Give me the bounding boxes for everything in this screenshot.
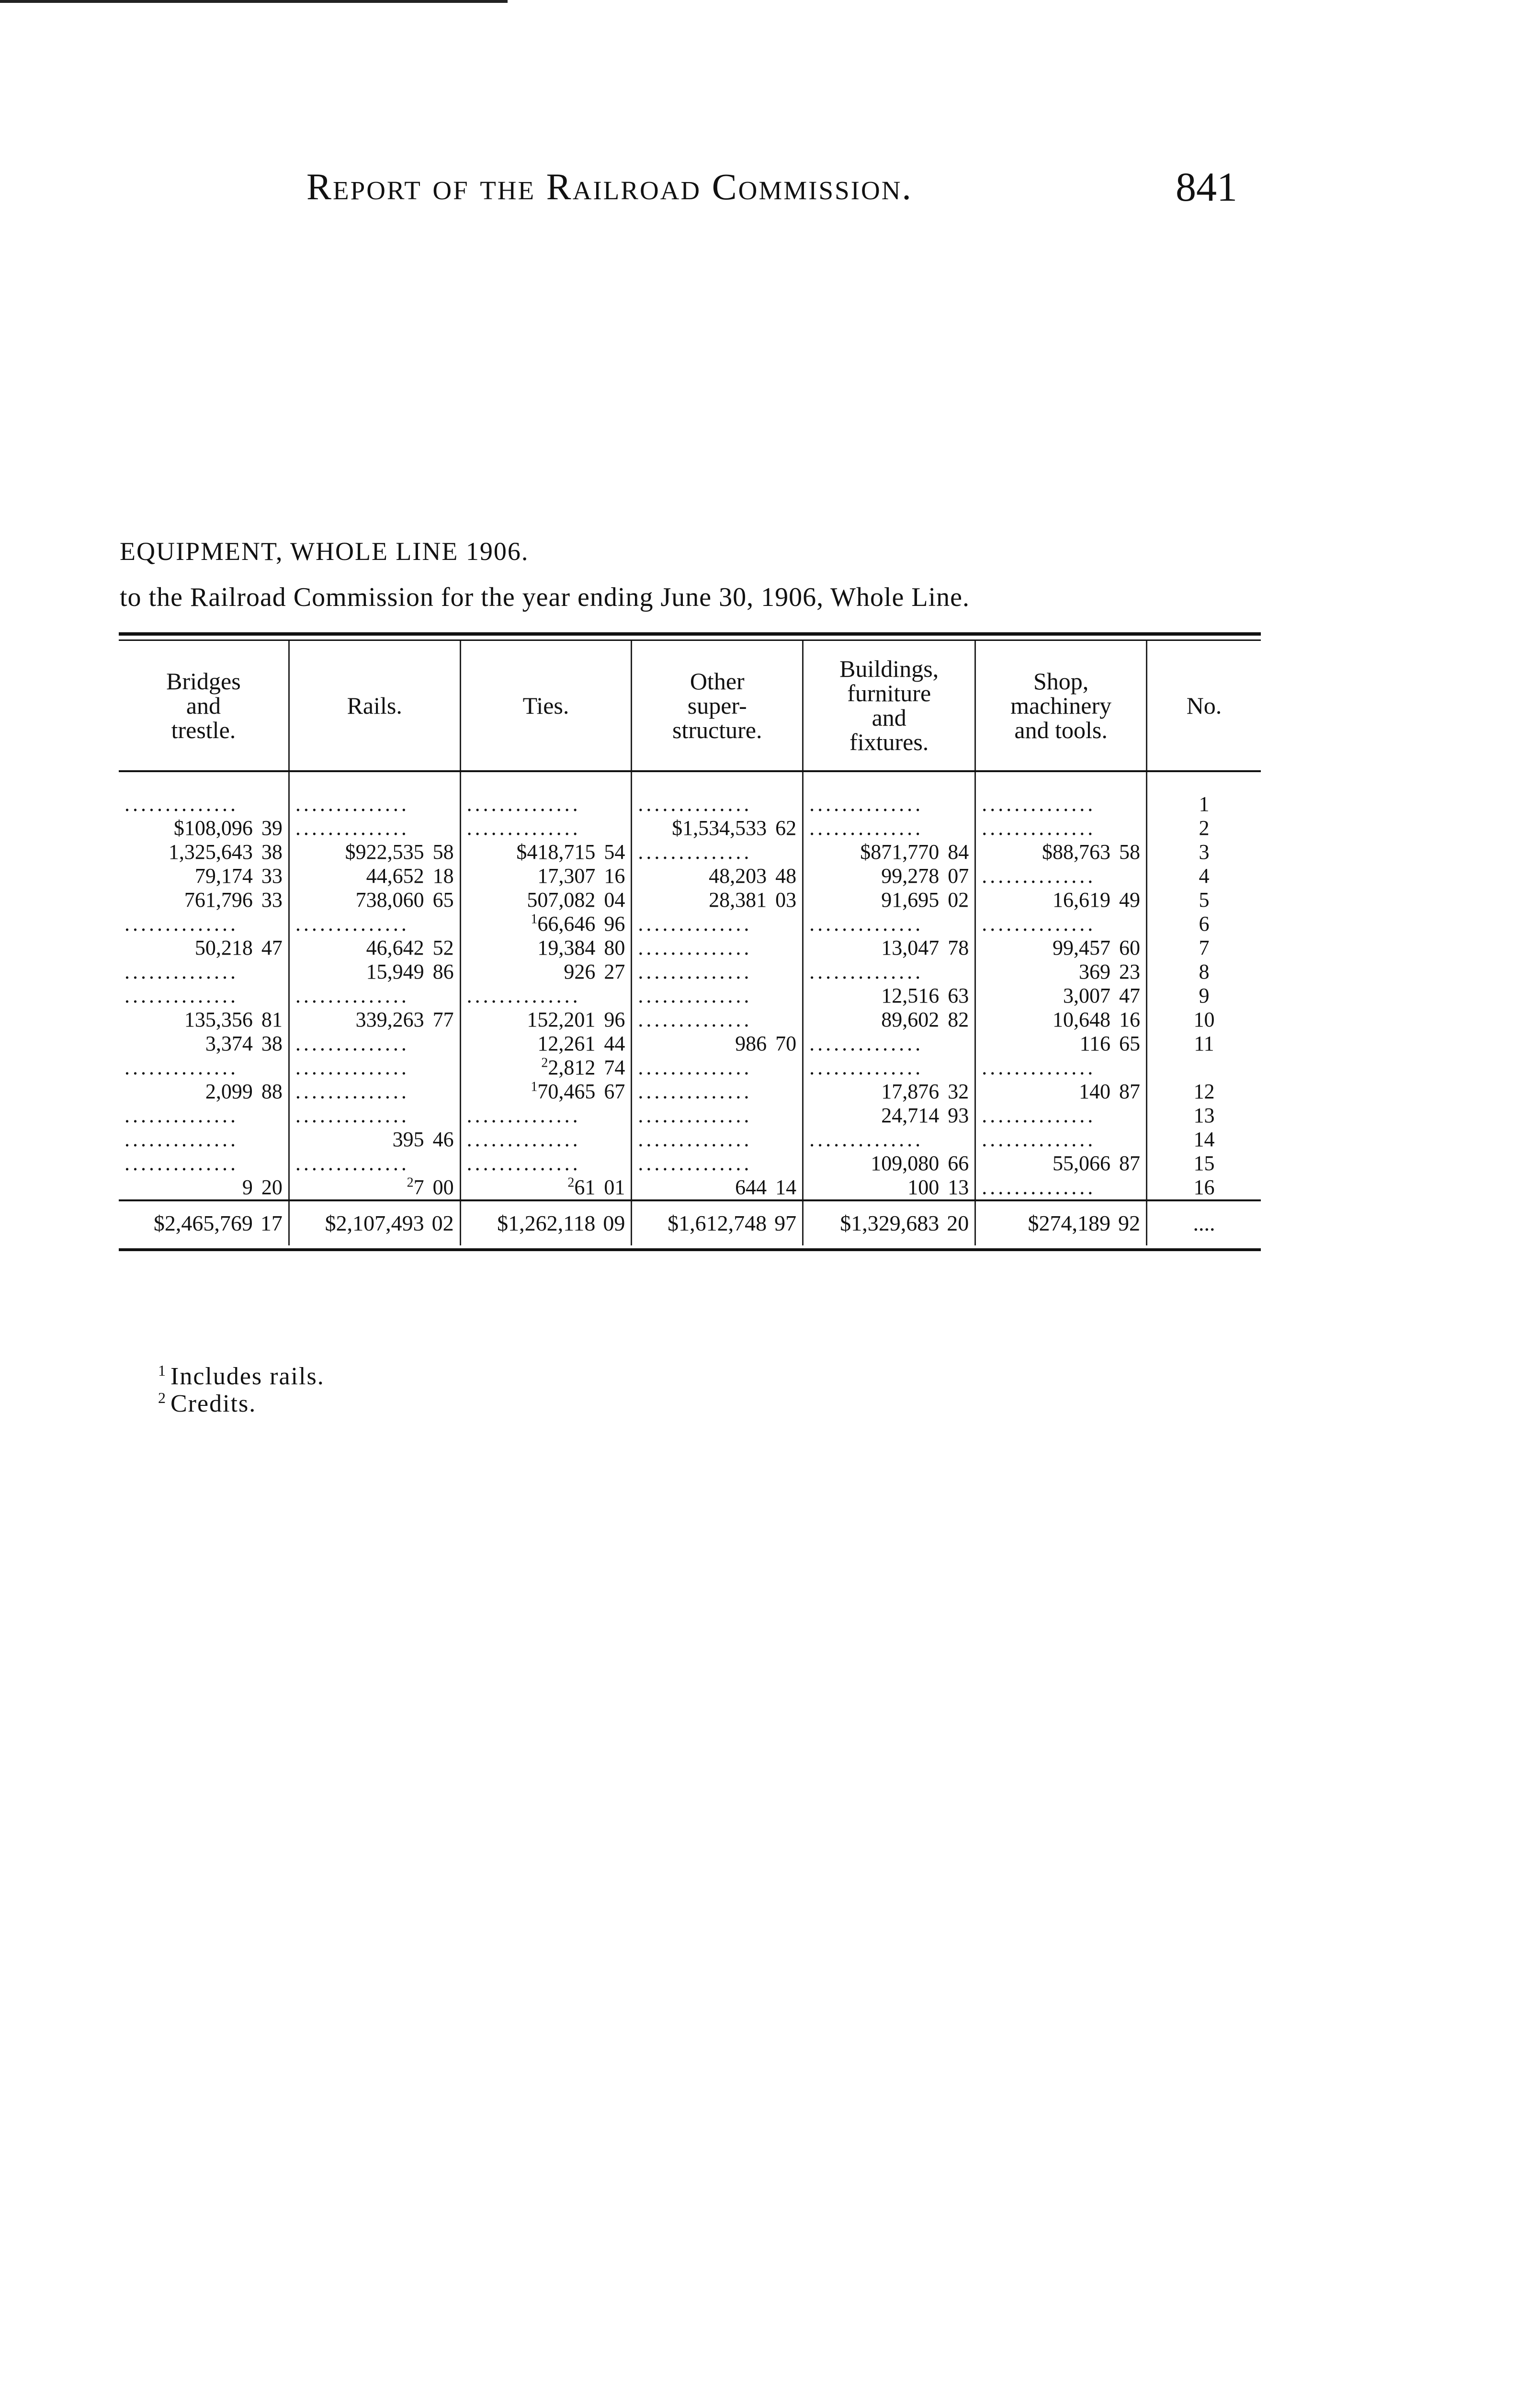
leader-dots: .............. [466, 1104, 581, 1128]
table-cell [803, 816, 975, 840]
total-cell: $2,107,493 02 [289, 1200, 460, 1245]
leader-dots: .............. [982, 1128, 1096, 1152]
table-cell: 28,381 03 [632, 888, 803, 912]
table-cell [119, 984, 289, 1008]
table-cell [632, 1080, 803, 1104]
leader-dots: .............. [809, 1056, 924, 1080]
leader-dots: .............. [809, 1032, 924, 1056]
total-cell: $274,189 92 [975, 1200, 1147, 1245]
table-cell: 99,457 60 [975, 936, 1147, 960]
table-cell [975, 912, 1147, 936]
total-cell: .... [1146, 1200, 1261, 1245]
leader-dots: .............. [982, 912, 1096, 936]
row-number: 9 [1146, 984, 1261, 1008]
table-cell: 2,099 88 [205, 1080, 283, 1104]
table-cell: $871,770 84 [803, 840, 975, 864]
table-cell [460, 1152, 632, 1175]
row-number: 13 [1146, 1104, 1261, 1128]
table-cell: 369 23 [975, 960, 1147, 984]
table-cell: 1,325,643 38 [168, 840, 283, 864]
table-cell: 9 20 [242, 1175, 283, 1199]
leader-dots: .............. [295, 792, 409, 816]
footnote-mark: 2 [158, 1389, 167, 1406]
table-cell: 19,384 80 [460, 936, 632, 960]
table-cell: 12,261 44 [460, 1032, 632, 1056]
table-cell: 13,047 78 [803, 936, 975, 960]
table-cell: 3,374 38 [205, 1032, 283, 1056]
section-title: EQUIPMENT, WHOLE LINE 1906. [120, 537, 529, 566]
table-row [119, 888, 1261, 912]
table-row [119, 1104, 1261, 1128]
table-cell: $^2$2,812 74 [460, 1056, 632, 1080]
leader-dots: .............. [638, 936, 752, 960]
leader-dots: .............. [466, 816, 581, 840]
leader-dots: .............. [809, 912, 924, 936]
footnote [158, 1390, 325, 1417]
table-cell: 140 87 [975, 1080, 1147, 1104]
table-cell [975, 1175, 1147, 1200]
total-cell: $2,465,769 17 [119, 1200, 289, 1245]
table-cell: 986 70 [632, 1032, 803, 1056]
table-cell: $88,763 58 [975, 840, 1147, 864]
table-cell [975, 792, 1147, 816]
table-row [119, 984, 1261, 1008]
table-cell [289, 1104, 460, 1128]
table-cell: 109,080 66 [803, 1152, 975, 1175]
table-cell: $922,535 58 [289, 840, 460, 864]
table-body [119, 771, 1261, 1245]
table-cell: $108,096 39 [173, 816, 283, 840]
table-cell: 926 27 [460, 960, 632, 984]
table-cell: 17,876 32 [803, 1080, 975, 1104]
footnote-text: Includes rails. [170, 1363, 325, 1390]
leader-dots: .............. [125, 912, 238, 936]
table-cell [975, 1128, 1147, 1152]
row-number: 4 [1146, 864, 1261, 888]
table-cell: 46,642 52 [289, 936, 460, 960]
row-number: 10 [1146, 1008, 1261, 1032]
table-cell: 48,203 48 [632, 864, 803, 888]
table-cell: $^2$7 00 [289, 1175, 460, 1200]
table-cell [803, 1128, 975, 1152]
table-cell [803, 960, 975, 984]
leader-dots: .............. [295, 912, 409, 936]
row-number: 15 [1146, 1152, 1261, 1175]
table-cell: 644 14 [632, 1175, 803, 1200]
leader-dots: .............. [125, 960, 238, 984]
row-number: 12 [1146, 1080, 1261, 1104]
table-row [119, 960, 1261, 984]
footnote-marker: 2 [567, 1175, 575, 1190]
table-cell [289, 912, 460, 936]
row-number: 11 [1146, 1032, 1261, 1056]
row-number: 16 [1146, 1175, 1261, 1200]
footnote-marker: 2 [407, 1175, 414, 1190]
column-header: No. [1146, 641, 1261, 771]
leader-dots: .............. [638, 840, 752, 864]
table-cell [632, 936, 803, 960]
leader-dots: .............. [809, 792, 924, 816]
equipment-table [119, 641, 1261, 1245]
row-number [1146, 1056, 1261, 1080]
table-top-rule [119, 632, 1261, 641]
table-cell [632, 1104, 803, 1128]
table-cell [460, 984, 632, 1008]
table-cell [460, 792, 632, 816]
table-cell [289, 1080, 460, 1104]
leader-dots: .............. [638, 960, 752, 984]
table-row [119, 1056, 1261, 1080]
table-cell: 50,218 47 [194, 936, 283, 960]
leader-dots: .............. [125, 1104, 238, 1128]
table-cell [119, 960, 289, 984]
table-row [119, 1175, 1261, 1200]
table-row [119, 1008, 1261, 1032]
column-header: Ties. [460, 641, 632, 771]
running-head [306, 165, 913, 208]
table-cell [803, 1032, 975, 1056]
table-cell [975, 816, 1147, 840]
table-cell: 91,695 02 [803, 888, 975, 912]
table-row [119, 936, 1261, 960]
table-cell [460, 1104, 632, 1128]
leader-dots: .............. [295, 816, 409, 840]
table-bottom-rule [119, 1248, 1261, 1251]
table-cell: 44,652 18 [289, 864, 460, 888]
table-cell: 116 65 [975, 1032, 1147, 1056]
table-cell [119, 1128, 289, 1152]
leader-dots: .............. [125, 792, 238, 816]
leader-dots: .............. [638, 1128, 752, 1152]
table-row [119, 816, 1261, 840]
table-cell: 10,648 16 [975, 1008, 1147, 1032]
leader-dots: .............. [125, 1152, 238, 1175]
table-row [119, 1152, 1261, 1175]
table-cell [632, 1008, 803, 1032]
table-cell [803, 792, 975, 816]
header-row [119, 641, 1261, 771]
leader-dots: .............. [466, 984, 581, 1008]
table-cell [289, 816, 460, 840]
table-cell: 761,796 33 [184, 888, 283, 912]
table-cell: 15,949 86 [289, 960, 460, 984]
leader-dots: .............. [466, 1152, 581, 1175]
leader-dots: .............. [295, 984, 409, 1008]
table-header [119, 641, 1261, 771]
leader-dots: .............. [638, 792, 752, 816]
table-cell [803, 1056, 975, 1080]
column-header: Bridges and trestle. [119, 641, 289, 771]
total-cell: $1,612,748 97 [632, 1200, 803, 1245]
leader-dots: .............. [982, 1104, 1096, 1128]
table-cell: 79,174 33 [194, 864, 283, 888]
leader-dots: .............. [638, 1080, 752, 1104]
table-cell: 17,307 16 [460, 864, 632, 888]
leader-dots: .............. [809, 816, 924, 840]
totals-row [119, 1200, 1261, 1245]
leader-dots: .............. [295, 1032, 409, 1056]
running-head-text: Report of the Railroad Commission. [306, 166, 913, 207]
table-cell: $^2$61 01 [460, 1175, 632, 1200]
table-row [119, 792, 1261, 816]
table-cell [632, 1056, 803, 1080]
row-number: 1 [1146, 792, 1261, 816]
footnote-marker: 1 [531, 1080, 538, 1095]
leader-dots: .............. [638, 1008, 752, 1032]
table-cell: 89,602 82 [803, 1008, 975, 1032]
leader-dots: .............. [295, 1080, 409, 1104]
table-cell: 55,066 87 [975, 1152, 1147, 1175]
table-cell [632, 840, 803, 864]
table-cell: 24,714 93 [803, 1104, 975, 1128]
leader-dots: .............. [638, 984, 752, 1008]
leader-dots: .............. [982, 816, 1096, 840]
row-number: 8 [1146, 960, 1261, 984]
table-cell [289, 1152, 460, 1175]
table-cell [289, 984, 460, 1008]
table-row [119, 1080, 1261, 1104]
table-cell: 395 46 [289, 1128, 460, 1152]
page-number: 841 [1176, 164, 1237, 210]
table-cell: 152,201 96 [460, 1008, 632, 1032]
table-cell [119, 1152, 289, 1175]
leader-dots: .............. [466, 1128, 581, 1152]
table-cell [119, 792, 289, 816]
table-cell [632, 1152, 803, 1175]
table-cell [460, 816, 632, 840]
table-cell: $418,715 54 [460, 840, 632, 864]
table-cell [975, 1056, 1147, 1080]
table-cell [632, 984, 803, 1008]
leader-dots: .............. [295, 1152, 409, 1175]
leader-dots: .............. [638, 1152, 752, 1175]
table-cell: $^1$70,465 67 [460, 1080, 632, 1104]
leader-dots: .............. [125, 1056, 238, 1080]
table-cell: 507,082 04 [460, 888, 632, 912]
leader-dots: .............. [638, 1056, 752, 1080]
table-cell: 12,516 63 [803, 984, 975, 1008]
table-cell: 100 13 [803, 1175, 975, 1200]
table-cell: $1,534,533 62 [632, 816, 803, 840]
leader-dots: .............. [295, 1056, 409, 1080]
table-cell [632, 1128, 803, 1152]
leader-dots: .............. [466, 792, 581, 816]
top-rule [0, 0, 508, 3]
row-number: 5 [1146, 888, 1261, 912]
table-cell [119, 1056, 289, 1080]
row-number: 2 [1146, 816, 1261, 840]
table-cell [289, 1032, 460, 1056]
table-cell [632, 792, 803, 816]
table-cell [632, 960, 803, 984]
table-cell [975, 1104, 1147, 1128]
footnote-mark: 1 [158, 1361, 167, 1379]
table-cell: 16,619 49 [975, 888, 1147, 912]
total-cell: $1,262,118 09 [460, 1200, 632, 1245]
table-row [119, 840, 1261, 864]
leader-dots: .............. [638, 912, 752, 936]
leader-dots: .............. [638, 1104, 752, 1128]
table-cell: 3,007 47 [975, 984, 1147, 1008]
table-subtitle: to the Railroad Commission for the year ending June 30, 1906, Whole Line. [120, 582, 970, 612]
table-cell: 738,060 65 [289, 888, 460, 912]
table-row [119, 864, 1261, 888]
footnote-marker: 2 [541, 1056, 548, 1071]
table-cell [119, 912, 289, 936]
leader-dots: .............. [982, 1056, 1096, 1080]
column-header: Buildings, furniture and fixtures. [803, 641, 975, 771]
leader-dots: .............. [809, 1128, 924, 1152]
row-number: 7 [1146, 936, 1261, 960]
leader-dots: .............. [982, 1175, 1096, 1199]
table-cell [460, 1128, 632, 1152]
table-cell [119, 1104, 289, 1128]
total-cell: $1,329,683 20 [803, 1200, 975, 1245]
table-cell: $^1$66,646 96 [460, 912, 632, 936]
leader-dots: .............. [809, 960, 924, 984]
table-row [119, 1128, 1261, 1152]
table-cell [632, 912, 803, 936]
table-cell: 135,356 81 [184, 1008, 283, 1032]
column-header: Rails. [289, 641, 460, 771]
row-number: 6 [1146, 912, 1261, 936]
footnotes [158, 1363, 325, 1417]
table-cell [975, 864, 1147, 888]
table-row [119, 1032, 1261, 1056]
leader-dots: .............. [982, 864, 1096, 888]
table-row [119, 912, 1261, 936]
leader-dots: .............. [125, 1128, 238, 1152]
row-number: 14 [1146, 1128, 1261, 1152]
leader-dots: .............. [295, 1104, 409, 1128]
footnote [158, 1363, 325, 1390]
column-header: Shop, machinery and tools. [975, 641, 1147, 771]
leader-dots: .............. [982, 792, 1096, 816]
footnote-text: Credits. [170, 1390, 257, 1418]
footnote-marker: 1 [531, 912, 538, 927]
table-cell: 339,263 77 [289, 1008, 460, 1032]
leader-dots: .............. [125, 984, 238, 1008]
spacer-row [119, 771, 1261, 792]
table-cell [803, 912, 975, 936]
table-cell [289, 792, 460, 816]
row-number: 3 [1146, 840, 1261, 864]
equipment-table-container [119, 632, 1261, 1251]
column-header: Other super- structure. [632, 641, 803, 771]
table-cell [289, 1056, 460, 1080]
table-cell: 99,278 07 [803, 864, 975, 888]
